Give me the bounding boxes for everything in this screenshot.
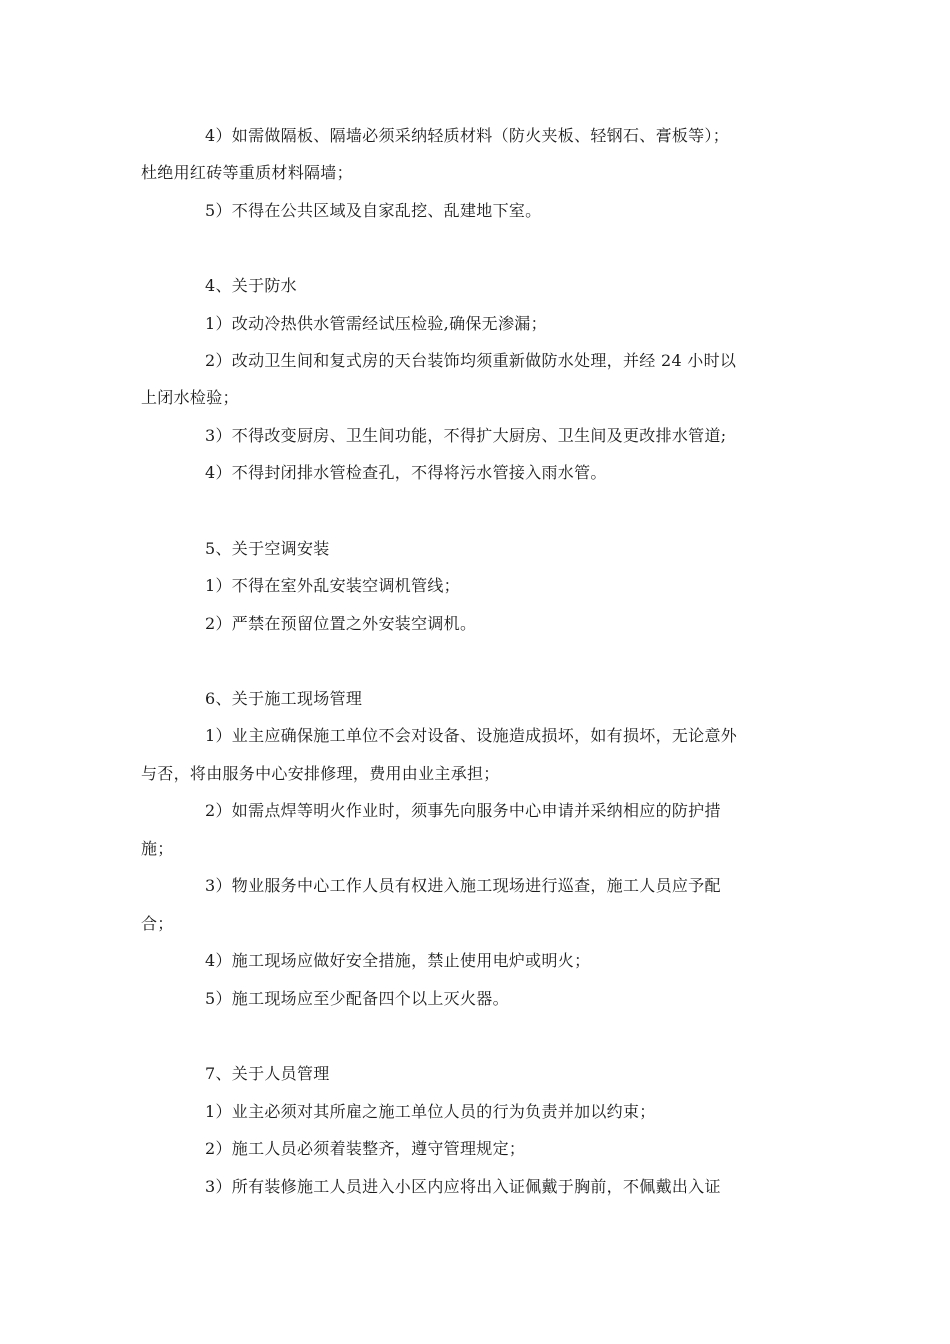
paragraph-line: 3）所有装修施工人员进入小区内应将出入证佩戴于胸前，不佩戴出入证 [205,1177,721,1196]
paragraph-line: 1）不得在室外乱安装空调机管线； [205,576,460,595]
paragraph-line: 3）物业服务中心工作人员有权进入施工现场进行巡查，施工人员应予配 [205,876,721,895]
paragraph-line: 2）改动卫生间和复式房的天台装饰均须重新做防水处理，并经 24 小时以 [205,351,737,370]
paragraph-line: 合； [141,914,174,933]
paragraph-line: 上闭水检验； [141,388,239,407]
paragraph-line: 4）如需做隔板、隔墙必须采纳轻质材料（防火夹板、轻钢石、膏板等）； [205,126,730,145]
paragraph-line: 1）业主应确保施工单位不会对设备、设施造成损坏，如有损坏，无论意外 [205,726,738,745]
paragraph-line: 杜绝用红砖等重质材料隔墙； [141,163,353,182]
paragraph-line: 4）不得封闭排水管检查孔，不得将污水管接入雨水管。 [205,463,607,482]
paragraph-line: 2）如需点焊等明火作业时，须事先向服务中心申请并采纳相应的防护措 [205,801,721,820]
section-heading: 5、关于空调安装 [205,539,330,558]
paragraph-line: 施； [141,839,174,858]
section-heading: 4、关于防水 [205,276,297,295]
paragraph-line: 2）严禁在预留位置之外安装空调机。 [205,614,477,633]
paragraph-line: 5）施工现场应至少配备四个以上灭火器。 [205,989,509,1008]
section-heading: 6、关于施工现场管理 [205,689,363,708]
paragraph-line: 3）不得改变厨房、卫生间功能，不得扩大厨房、卫生间及更改排水管道; [205,426,727,445]
paragraph-line: 1）改动冷热供水管需经试压检验,确保无渗漏； [205,314,547,333]
section-heading: 7、关于人员管理 [205,1064,330,1083]
paragraph-line: 5）不得在公共区域及自家乱挖、乱建地下室。 [205,201,542,220]
paragraph-line: 4）施工现场应做好安全措施，禁止使用电炉或明火； [205,951,591,970]
paragraph-line: 2）施工人员必须着装整齐，遵守管理规定； [205,1139,526,1158]
paragraph-line: 1）业主必须对其所雇之施工单位人员的行为负责并加以约束； [205,1102,656,1121]
paragraph-line: 与否，将由服务中心安排修理，费用由业主承担； [141,764,500,783]
